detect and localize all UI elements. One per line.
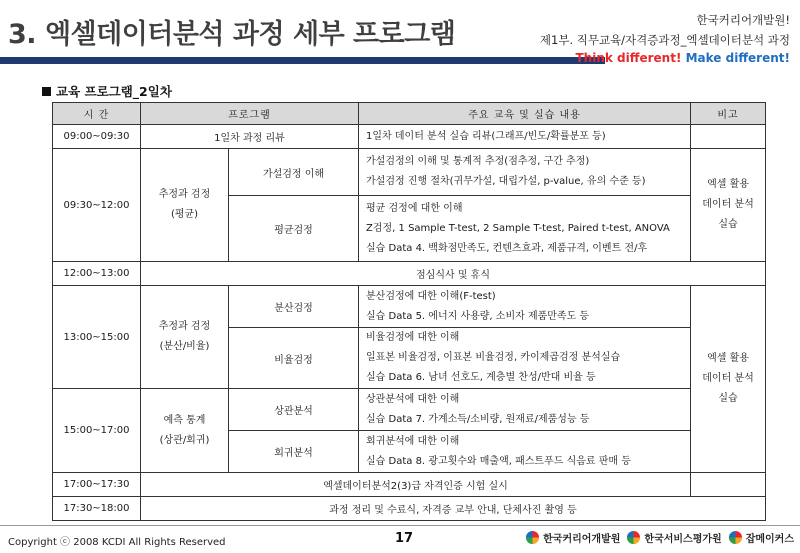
- copyright: Copyright ⓒ 2008 KCDI All Rights Reserved: [8, 537, 226, 548]
- note-cell: [691, 125, 766, 149]
- logo-jobmakers: [728, 530, 794, 545]
- time-cell: 17:30~18:00: [53, 497, 141, 521]
- header-content: 주요 교육 및 실습 내용: [359, 103, 691, 125]
- content-line: 회귀분석에 대한 이해: [366, 435, 460, 447]
- table-row: [53, 389, 766, 431]
- subprogram-cell: 분산검정: [229, 286, 359, 328]
- time-cell: 13:00~15:00: [53, 286, 141, 389]
- slogan-think: Think different!: [575, 51, 682, 65]
- pinwheel-logo-icon: [626, 530, 641, 545]
- content-line: 실습 Data 6. 남녀 선호도, 계층별 찬성/반대 비율 등: [366, 372, 596, 383]
- content-cell: [359, 389, 691, 431]
- header-time: 시 간: [53, 103, 141, 125]
- content-cell: [359, 196, 691, 262]
- note-line: 엑셀 활용: [707, 179, 749, 190]
- content-line: 분산검정에 대한 이해(F-test): [366, 290, 496, 302]
- content-cell: [359, 431, 691, 473]
- content-cell: [359, 328, 691, 389]
- table-row: [53, 125, 766, 149]
- pinwheel-logo-icon: [728, 530, 743, 545]
- content-line: 평균 검정에 대한 이해: [366, 202, 463, 214]
- subprogram-cell: 상관분석: [229, 389, 359, 431]
- content-line: 상관분석에 대한 이해: [366, 393, 460, 405]
- table-row: [53, 286, 766, 328]
- table-row: [53, 473, 766, 497]
- pinwheel-logo-icon: [525, 530, 540, 545]
- content-cell: 점심식사 및 휴식: [141, 262, 766, 286]
- content-line: 일표본 비율검정, 이표본 비율검정, 카이제곱검정 분석실습: [366, 352, 621, 363]
- content-cell: 1일차 데이터 분석 실습 리뷰(그래프/빈도/확률분포 등): [359, 125, 691, 149]
- note-line: 실습: [718, 219, 738, 230]
- logo-kcdi-text: 한국커리어개발원: [543, 534, 621, 545]
- note-line: 엑셀 활용: [707, 353, 749, 364]
- content-cell: 과정 정리 및 수료식, 자격증 교부 안내, 단체사진 촬영 등: [141, 497, 766, 521]
- content-line: 가설검정 진행 절차(귀무가설, 대립가설, p-value, 유의 수준 등): [366, 176, 646, 187]
- logo-ksqi-text: 한국서비스평가원: [644, 534, 722, 545]
- footer-logos: [525, 530, 794, 545]
- note-line: 데이터 분석: [702, 373, 754, 384]
- category-cell: [141, 286, 229, 389]
- note-line: 실습: [718, 393, 738, 404]
- section-title-text: 교육 프로그램_2일차: [56, 84, 172, 99]
- note-cell: [691, 149, 766, 262]
- time-cell: 09:00~09:30: [53, 125, 141, 149]
- table-row: [53, 497, 766, 521]
- course-path: 제1부. 직무교육/자격증과정_엑셀데이터분석 과정: [539, 33, 790, 47]
- category-line: 추정과 검정: [158, 189, 211, 200]
- subprogram-cell: 회귀분석: [229, 431, 359, 473]
- content-cell: [359, 149, 691, 196]
- category-cell: [141, 389, 229, 473]
- note-line: 데이터 분석: [702, 199, 754, 210]
- subprogram-cell: 비율검정: [229, 328, 359, 389]
- table-header-row: [53, 103, 766, 125]
- content-line: 실습 Data 4. 백화점만족도, 컨텐츠효과, 제품규격, 이벤트 전/후: [366, 242, 648, 254]
- note-cell: [691, 286, 766, 473]
- table-row: [53, 262, 766, 286]
- category-cell: [141, 149, 229, 262]
- logo-jobmakers-text: 잡메이커스: [745, 534, 794, 545]
- content-line: Z검정, 1 Sample T-test, 2 Sample T-test, Paired t-test, ANOVA: [366, 222, 670, 234]
- content-line: 실습 Data 5. 에너지 사용량, 소비자 제품만족도 등: [366, 310, 590, 322]
- program-table: [52, 102, 766, 521]
- subprogram-cell: 가설검정 이해: [229, 149, 359, 196]
- category-line: 예측 통계: [163, 414, 206, 426]
- category-line: (상관/회귀): [159, 434, 210, 446]
- section-title: [42, 82, 172, 100]
- category-line: 추정과 검정: [158, 321, 211, 332]
- slogan-make: Make different!: [685, 51, 790, 65]
- footer-divider: [0, 525, 800, 526]
- header-bar: [0, 57, 605, 64]
- slogan: [576, 51, 791, 65]
- program-cell: 1일차 과정 리뷰: [141, 125, 359, 149]
- category-line: (평균): [170, 209, 199, 220]
- page-title: 3. 엑셀데이터분석 과정 세부 프로그램: [8, 19, 456, 50]
- content-cell: 엑셀데이터분석2(3)급 자격인증 시험 실시: [141, 473, 691, 497]
- content-line: 비율검정에 대한 이해: [366, 332, 460, 343]
- logo-kcdi: [525, 530, 620, 545]
- time-cell: 15:00~17:00: [53, 389, 141, 473]
- content-cell: [359, 286, 691, 328]
- square-bullet-icon: [42, 87, 51, 96]
- page-number: 17: [395, 531, 414, 546]
- content-line: 실습 Data 8. 광고횟수와 매출액, 패스트푸드 식음료 판매 등: [366, 455, 631, 467]
- time-cell: 09:30~12:00: [53, 149, 141, 262]
- header-program: 프로그램: [141, 103, 359, 125]
- header: [0, 0, 800, 66]
- content-line: 실습 Data 7. 가계소득/소비량, 원재료/제품성능 등: [366, 413, 590, 425]
- content-line: 가설검정의 이해 및 통계적 추정(점추정, 구간 추정): [366, 156, 590, 167]
- table-row: [53, 149, 766, 196]
- logo-ksqi: [626, 530, 721, 545]
- subprogram-cell: 평균검정: [229, 196, 359, 262]
- time-cell: 17:00~17:30: [53, 473, 141, 497]
- org-name: 한국커리어개발원!: [696, 13, 790, 27]
- header-note: 비고: [691, 103, 766, 125]
- note-cell: [691, 473, 766, 497]
- category-line: (분산/비율): [159, 341, 210, 352]
- time-cell: 12:00~13:00: [53, 262, 141, 286]
